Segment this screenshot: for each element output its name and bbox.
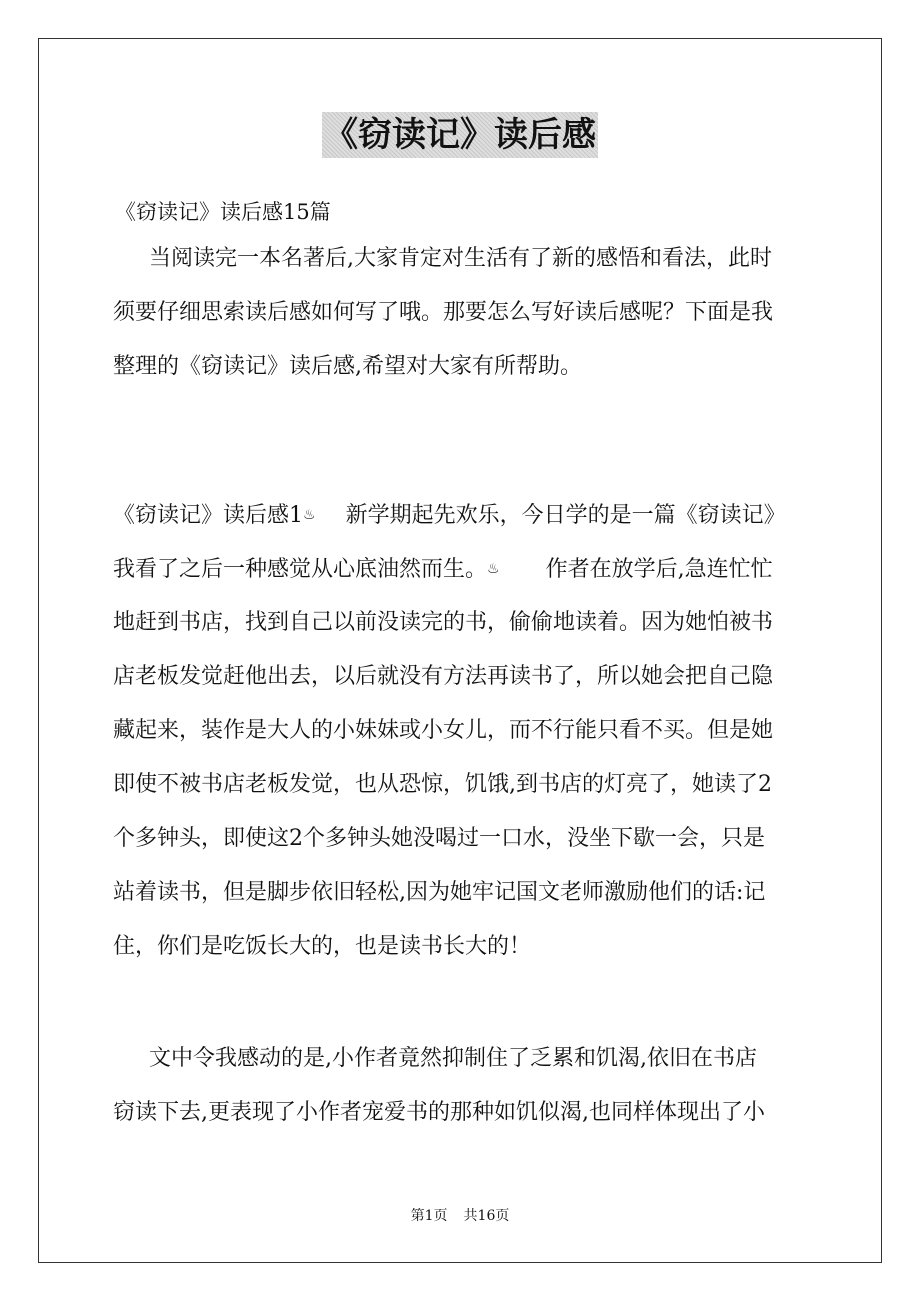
title-container (0, 112, 920, 158)
essay-line: 住，你们是吃饭长大的，也是读书长大的！ (113, 934, 532, 959)
page-footer (0, 1206, 920, 1226)
essay-text: 新学期起先欢乐，今日学的是一篇《窃读记》 (345, 503, 786, 528)
document-subtitle: 《窃读记》读后感15篇 (115, 200, 331, 224)
essay-line: 即使不被书店老板发觉，也从恐惊，饥饿,到书店的灯亮了，她读了2 (113, 772, 772, 797)
essay-text: 作者在放学后,急连忙忙 (545, 557, 773, 582)
paragraph-mark-icon: ♨ (303, 507, 316, 523)
page-total: 共16页 (463, 1208, 510, 1224)
intro-paragraph (113, 232, 813, 394)
essay-line (113, 488, 813, 542)
essay-line: 个多钟头，即使这2个多钟头她没喝过一口水，没坐下歇一会，只是 (113, 826, 765, 851)
essay-one-paragraph (113, 488, 813, 974)
essay-text: 我看了之后一种感觉从心底油然而生。 (113, 557, 488, 582)
page-number: 第1页 (410, 1208, 448, 1224)
essay-line: 店老板发觉赶他出去，以后就没有方法再读书了，所以她会把自己隐 (113, 664, 774, 689)
intro-line: 当阅读完一本名著后,大家肯定对生活有了新的感悟和看法，此时 (149, 246, 772, 271)
essay-line: 站着读书，但是脚步依旧轻松,因为她牢记国文老师激励他们的话:记 (113, 880, 766, 905)
intro-line: 整理的《窃读记》读后感,希望对大家有所帮助。 (113, 354, 582, 379)
essay-line: 藏起来，装作是大人的小妹妹或小女儿，而不行能只看不买。但是她 (113, 718, 774, 743)
essay-line (113, 542, 813, 596)
second-paragraph (113, 1032, 813, 1140)
intro-line: 须要仔细思索读后感如何写了哦。那要怎么写好读后感呢？下面是我 (113, 300, 774, 325)
second-line: 文中令我感动的是,小作者竟然抑制住了乏累和饥渴,依旧在书店 (149, 1046, 757, 1071)
second-line: 窃读下去,更表现了小作者宠爱书的那种如饥似渴,也同样体现出了小 (113, 1100, 765, 1125)
essay-line: 地赶到书店，找到自己以前没读完的书，偷偷地读着。因为她怕被书 (113, 610, 774, 635)
document-title: 《窃读记》读后感 (322, 112, 598, 158)
essay-heading: 《窃读记》读后感1 (113, 503, 303, 528)
paragraph-mark-icon: ♨ (487, 561, 500, 577)
